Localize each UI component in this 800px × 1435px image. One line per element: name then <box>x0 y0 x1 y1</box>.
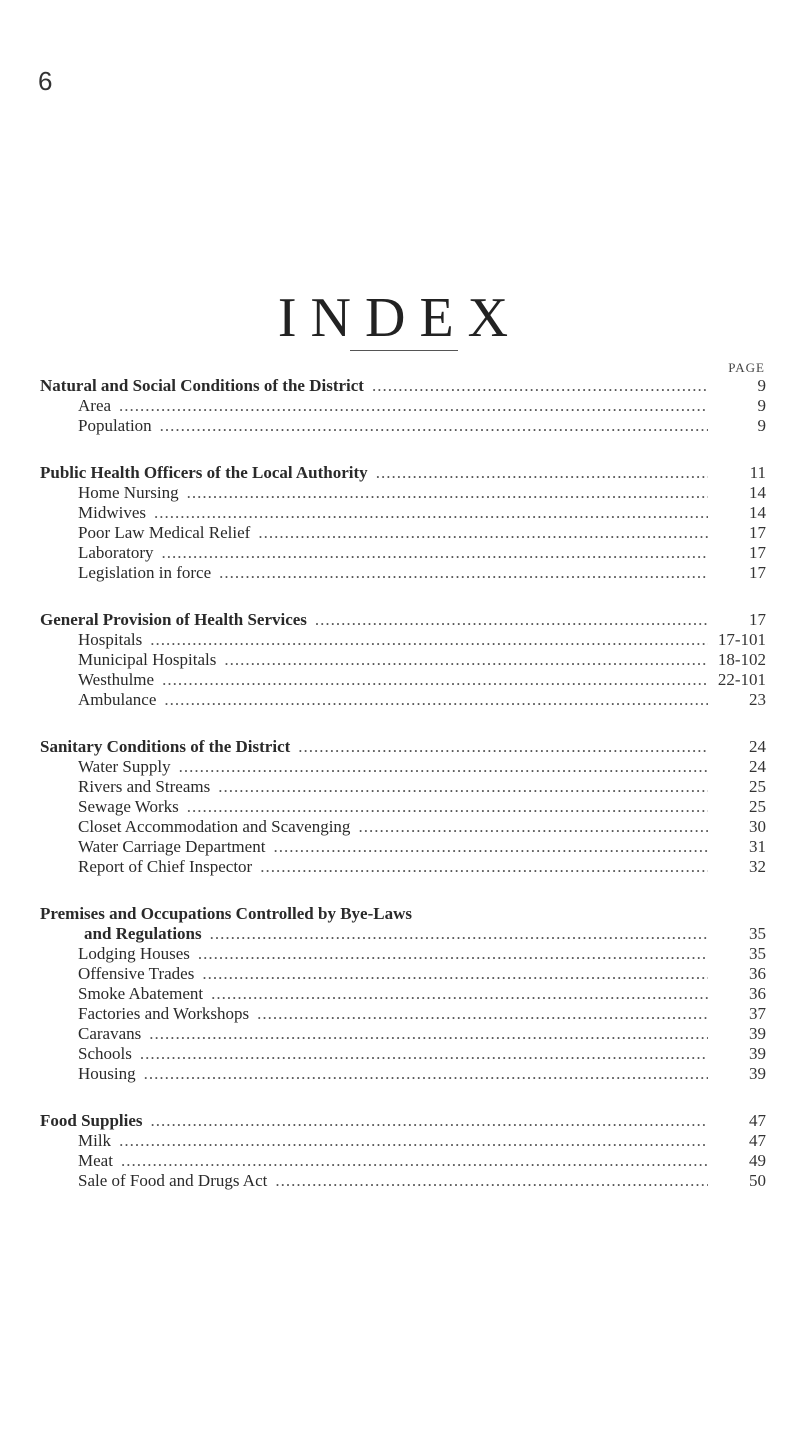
dot-leader <box>218 777 708 797</box>
index-entry <box>40 757 766 777</box>
index-entry-page: 18-102 <box>717 650 766 669</box>
index-entry <box>40 1171 766 1191</box>
index-entry-label: Home Nursing <box>78 483 179 502</box>
index-entry <box>40 1004 766 1024</box>
index-entry <box>40 1151 766 1171</box>
index-entry-label: Closet Accommodation and Scavenging <box>78 817 351 836</box>
index-entry <box>40 1064 766 1084</box>
index-entry <box>40 396 766 416</box>
dot-leader <box>150 630 708 650</box>
index-entry <box>40 483 766 503</box>
index-entry <box>40 1024 766 1044</box>
dot-leader <box>162 670 708 690</box>
index-section <box>40 610 766 710</box>
index-entry-label: Offensive Trades <box>78 964 195 983</box>
index-entry-label: Water Carriage Department <box>78 837 266 856</box>
index-entry-page: 17 <box>749 563 766 582</box>
index-entry-label: Area <box>78 396 112 415</box>
index-entry-page: 17 <box>749 523 766 542</box>
index-list <box>40 376 766 1218</box>
index-entry <box>40 523 766 543</box>
index-entry-page: 36 <box>749 964 766 983</box>
dot-leader <box>298 737 708 757</box>
dot-leader <box>154 503 708 523</box>
section-heading <box>40 463 766 483</box>
dot-leader <box>273 837 708 857</box>
index-entry <box>40 670 766 690</box>
index-entry-label: Westhulme <box>78 670 155 689</box>
index-entry <box>40 690 766 710</box>
dot-leader <box>315 610 708 630</box>
title-divider <box>350 350 458 351</box>
index-entry-page: 39 <box>749 1024 766 1043</box>
index-entry-page: 36 <box>749 984 766 1003</box>
page-title: INDEX <box>277 286 523 349</box>
index-entry <box>40 1044 766 1064</box>
dot-leader <box>149 1024 708 1044</box>
dot-leader <box>140 1044 708 1064</box>
index-entry-label: Hospitals <box>78 630 143 649</box>
index-entry-page: 24 <box>749 757 766 776</box>
dot-leader <box>372 376 708 396</box>
section-heading <box>40 610 766 630</box>
index-entry <box>40 416 766 436</box>
dot-leader <box>164 690 708 710</box>
dot-leader <box>211 984 708 1004</box>
dot-leader <box>376 463 708 483</box>
index-entry <box>40 650 766 670</box>
index-entry-page: 39 <box>749 1044 766 1063</box>
dot-leader <box>151 1111 708 1131</box>
dot-leader <box>119 396 708 416</box>
index-entry-page: 22-101 <box>717 670 766 689</box>
dot-leader <box>358 817 708 837</box>
index-entry-label: Sewage Works <box>78 797 179 816</box>
section-heading-label: Natural and Social Conditions of the District <box>40 376 364 395</box>
section-heading <box>40 376 766 396</box>
index-entry-label: Legislation in force <box>78 563 212 582</box>
index-entry <box>40 817 766 837</box>
index-entry-page: 14 <box>749 503 766 522</box>
index-entry-page: 17 <box>749 543 766 562</box>
index-entry-label: Meat <box>78 1151 113 1170</box>
index-entry-page: 9 <box>757 416 766 435</box>
index-entry-label: Ambulance <box>78 690 157 709</box>
dot-leader <box>187 797 708 817</box>
dot-leader <box>260 857 708 877</box>
index-entry-label: Housing <box>78 1064 136 1083</box>
dot-leader <box>144 1064 708 1084</box>
dot-leader <box>258 523 708 543</box>
section-heading-page: 9 <box>757 376 766 395</box>
index-entry-label: Rivers and Streams <box>78 777 211 796</box>
index-entry <box>40 837 766 857</box>
index-entry <box>40 964 766 984</box>
index-entry-page: 23 <box>749 690 766 709</box>
section-heading-page: 24 <box>749 737 766 756</box>
index-entry-page: 32 <box>749 857 766 876</box>
section-heading-label: Food Supplies <box>40 1111 143 1130</box>
index-entry-label: Factories and Workshops <box>78 1004 250 1023</box>
index-entry <box>40 777 766 797</box>
index-entry-page: 25 <box>749 777 766 796</box>
index-entry-label: Schools <box>78 1044 132 1063</box>
index-entry <box>40 563 766 583</box>
dot-leader <box>257 1004 708 1024</box>
index-entry <box>40 857 766 877</box>
section-heading-page: 17 <box>749 610 766 629</box>
index-entry-label: Milk <box>78 1131 112 1150</box>
index-entry-page: 47 <box>749 1131 766 1150</box>
index-entry-page: 35 <box>749 944 766 963</box>
index-entry-page: 14 <box>749 483 766 502</box>
index-entry <box>40 543 766 563</box>
index-section <box>40 463 766 583</box>
index-entry <box>40 797 766 817</box>
index-entry-page: 49 <box>749 1151 766 1170</box>
index-entry-page: 50 <box>749 1171 766 1190</box>
dot-leader <box>121 1151 708 1171</box>
dot-leader <box>210 924 708 944</box>
page-number: 6 <box>38 66 53 96</box>
dot-leader <box>179 757 708 777</box>
index-section <box>40 376 766 436</box>
index-entry-label: Poor Law Medical Relief <box>78 523 251 542</box>
index-entry <box>40 944 766 964</box>
section-heading-page: 47 <box>749 1111 766 1130</box>
index-entry-page: 25 <box>749 797 766 816</box>
dot-leader <box>202 964 708 984</box>
index-entry <box>40 984 766 1004</box>
index-section <box>40 1111 766 1191</box>
index-section <box>40 904 766 1084</box>
dot-leader <box>162 543 708 563</box>
index-entry-label: Lodging Houses <box>78 944 190 963</box>
section-heading-label: General Provision of Health Services <box>40 610 307 629</box>
index-entry <box>40 1131 766 1151</box>
index-entry-label: Caravans <box>78 1024 142 1043</box>
index-entry-page: 39 <box>749 1064 766 1083</box>
index-entry-label: Laboratory <box>78 543 154 562</box>
index-entry <box>40 630 766 650</box>
section-heading-label: and Regulations <box>84 924 202 943</box>
index-entry-label: Population <box>78 416 152 435</box>
dot-leader <box>198 944 708 964</box>
dot-leader <box>219 563 708 583</box>
index-entry-label: Midwives <box>78 503 146 522</box>
index-entry-label: Smoke Abatement <box>78 984 204 1003</box>
index-entry-page: 31 <box>749 837 766 856</box>
section-heading-label: Sanitary Conditions of the District <box>40 737 291 756</box>
section-heading-page: 35 <box>749 924 766 943</box>
dot-leader <box>160 416 708 436</box>
index-entry-label: Municipal Hospitals <box>78 650 217 669</box>
dot-leader <box>119 1131 708 1151</box>
dot-leader <box>187 483 708 503</box>
index-entry-page: 17-101 <box>717 630 766 649</box>
dot-leader <box>275 1171 708 1191</box>
index-entry-page: 37 <box>749 1004 766 1023</box>
index-entry-label: Water Supply <box>78 757 171 776</box>
section-heading-page: 11 <box>749 463 766 482</box>
dot-leader <box>224 650 708 670</box>
index-entry-label: Report of Chief Inspector <box>78 857 253 876</box>
index-entry-label: Sale of Food and Drugs Act <box>78 1171 268 1190</box>
page-column-label: PAGE <box>728 360 765 375</box>
section-heading <box>40 1111 766 1131</box>
index-entry-page: 30 <box>749 817 766 836</box>
section-heading <box>40 737 766 757</box>
index-entry <box>40 503 766 523</box>
section-heading-label: Public Health Officers of the Local Authority <box>40 463 368 482</box>
index-entry-page: 9 <box>757 396 766 415</box>
section-heading <box>40 924 766 944</box>
index-section <box>40 737 766 877</box>
section-heading-label: Premises and Occupations Controlled by Bye-Laws <box>40 904 412 923</box>
